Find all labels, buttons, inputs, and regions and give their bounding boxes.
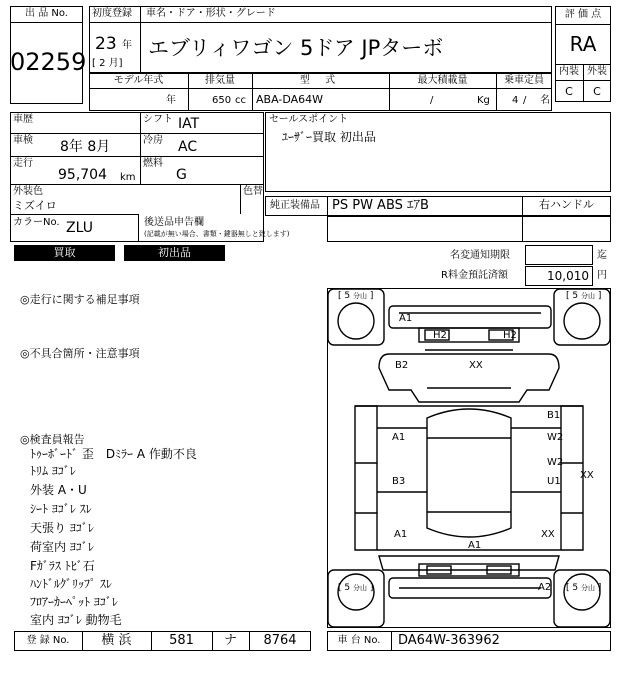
recycle-label: R料金預託済額: [441, 270, 508, 281]
top-view: [379, 350, 559, 402]
shift: IAT: [178, 116, 200, 132]
driving-notes-label: ◎走行に関する補足事項: [20, 293, 140, 306]
tire-rear-left: [328, 570, 384, 627]
damage-mark: W2: [547, 432, 564, 443]
model-year-label: モデル年式: [113, 75, 164, 86]
displacement-label: 排気量: [205, 75, 235, 86]
car-outline-diagram: [327, 288, 611, 628]
defects-label: ◎不具合箇所・注意事項: [20, 347, 140, 360]
first-reg-month: [ 2 月]: [92, 58, 123, 69]
fuel-label: 燃料: [143, 158, 163, 169]
chassis-label: 車 台 No.: [337, 635, 381, 646]
chassis-number: DA64W-363962: [398, 633, 500, 648]
history-label: 車歴: [13, 114, 33, 125]
registration-number: 8764: [263, 633, 297, 648]
report-line: ﾊﾝﾄﾞﾙｸﾞﾘｯﾌﾟ ｽﾚ: [30, 577, 112, 591]
model-code-label: 型 式: [299, 75, 342, 86]
name-change-unit: 迄: [597, 250, 607, 261]
max-load-unit: Kg: [477, 95, 490, 106]
first-reg-year: 23: [95, 34, 117, 54]
interior-label: 内装: [559, 66, 579, 77]
capacity-unit: 名: [540, 95, 550, 106]
name-change-label: 名変通知期限: [450, 250, 510, 261]
tire-depth-unit: 分山: [580, 292, 595, 300]
damage-mark: H2: [433, 330, 447, 341]
post-doc-label: 後送品申告欄: [144, 217, 204, 228]
damage-mark: A1: [394, 529, 408, 540]
registration-label: 登 録 No.: [26, 635, 70, 646]
damage-mark: A1: [468, 540, 482, 551]
max-load-label: 最大積載量: [417, 75, 468, 86]
registration-area: 横 浜: [101, 633, 132, 648]
capacity-label: 乗車定員: [504, 75, 544, 86]
color-no-label: カラーNo.: [13, 217, 60, 228]
capacity-separator: /: [523, 95, 527, 106]
mileage-unit: km: [120, 172, 136, 183]
sales-point: ﾕｰｻﾞｰ買取 初出品: [282, 130, 376, 144]
exterior-grade: C: [593, 85, 601, 98]
post-doc-note: (記載が無い場合、書類・鍵器無しと致します): [144, 230, 290, 238]
displacement: 650: [212, 95, 232, 106]
ac-label: 冷房: [143, 135, 163, 146]
report-line: 荷室内 ﾖｺﾞﾚ: [30, 540, 94, 554]
car-name: エブリィワゴン 5ドア JPターボ: [148, 36, 444, 60]
damage-mark: A1: [399, 313, 413, 324]
sales-point-label: セールスポイント: [269, 114, 349, 125]
color-number: ZLU: [66, 220, 93, 236]
capacity: 4: [512, 95, 519, 106]
damage-mark: B2: [395, 360, 409, 371]
tire-fr-depth: [ 5 分山 ]: [566, 291, 602, 301]
damage-mark: XX: [469, 360, 483, 371]
tire-depth: 5: [572, 291, 579, 301]
air-conditioning: AC: [178, 139, 198, 155]
damage-mark: W2: [547, 457, 564, 468]
damage-mark: H2: [503, 330, 517, 341]
tire-depth: 5: [344, 583, 351, 593]
blank-box: [327, 216, 611, 242]
max-load: /: [430, 95, 434, 106]
damage-mark: XX: [580, 470, 594, 481]
tire-depth-unit: 分山: [352, 292, 367, 300]
recycle-unit: 円: [597, 270, 607, 281]
report-line: ｼｰﾄ ﾖｺﾞﾚ ｽﾚ: [30, 502, 92, 516]
mileage-label: 走行: [13, 158, 33, 169]
damage-mark: A2: [538, 582, 552, 593]
recycle-value: 10,010: [547, 269, 589, 283]
color-change-label: 色替: [243, 186, 263, 197]
exterior-color: ミズイロ: [13, 199, 57, 212]
tire-depth-unit: 分山: [352, 584, 367, 592]
grade-label: 評 価 点: [564, 9, 602, 20]
damage-mark: A1: [392, 432, 406, 443]
inspection-label: 車検: [13, 135, 33, 146]
displacement-unit: cc: [235, 95, 246, 106]
report-line: 天張り ﾖｺﾞﾚ: [30, 521, 94, 535]
tire-rl-depth: [ 5 分山 ]: [338, 583, 374, 593]
first-reg-label: 初度登録: [92, 8, 132, 19]
year-unit: 年: [122, 40, 132, 51]
tire-rr-depth: [ 5 分山 ]: [566, 583, 602, 593]
front-view: [389, 306, 551, 342]
model-year-unit: 年: [166, 95, 176, 106]
damage-mark: U1: [547, 476, 561, 487]
registration-class: 581: [169, 633, 194, 648]
report-line: 室内 ﾖｺﾞﾚ 動物毛: [30, 613, 122, 627]
report-line: 外装 A・U: [30, 483, 87, 497]
registration-kana: ナ: [223, 633, 237, 648]
damage-mark: B3: [392, 476, 406, 487]
exterior-label: 外装: [587, 66, 607, 77]
report-line: ﾌﾛｱｰｶｰﾍﾟｯﾄ ﾖｺﾞﾚ: [30, 595, 118, 609]
tire-depth: 5: [572, 583, 579, 593]
name-change-box: [525, 245, 593, 265]
tire-rear-right: [554, 570, 610, 627]
damage-mark: XX: [541, 529, 555, 540]
inspector-report-label: ◎検査員報告: [20, 433, 85, 446]
tire-depth: 5: [344, 291, 351, 301]
color-label: 外装色: [13, 186, 43, 197]
tire-depth-unit: 分山: [580, 584, 595, 592]
equipment: PS PW ABS ｴｱB: [332, 198, 429, 213]
report-line: ﾄｩｰﾎﾞｰﾄﾞ 歪 Dﾐﾗｰ A 作動不良: [30, 447, 197, 461]
lot-number: 02259: [10, 48, 87, 76]
report-line: ﾄﾘﾑ ﾖｺﾞﾚ: [30, 464, 76, 478]
inspection-date: 8年 8月: [60, 139, 111, 155]
equipment-label: 純正装備品: [270, 200, 320, 211]
mileage: 95,704: [58, 167, 107, 183]
overall-grade: RA: [569, 32, 597, 56]
first-listing-tag: 初出品: [124, 245, 225, 261]
steering: 右ハンドル: [539, 198, 594, 211]
report-line: Fｶﾞﾗｽ ﾄﾋﾞ石: [30, 559, 95, 573]
lot-number-label: 出 品 No.: [25, 8, 68, 19]
buyback-tag: 買取: [14, 245, 115, 261]
tire-fl-depth: [ 5 分山 ]: [338, 291, 374, 301]
model-code: ABA-DA64W: [256, 93, 323, 106]
shift-label: シフト: [143, 114, 173, 125]
rear-view: [379, 556, 559, 598]
damage-mark: B1: [547, 410, 561, 421]
fuel: G: [176, 167, 187, 183]
interior-grade: C: [565, 85, 573, 98]
car-name-label: 車名・ドア・形状・グレード: [146, 8, 276, 19]
